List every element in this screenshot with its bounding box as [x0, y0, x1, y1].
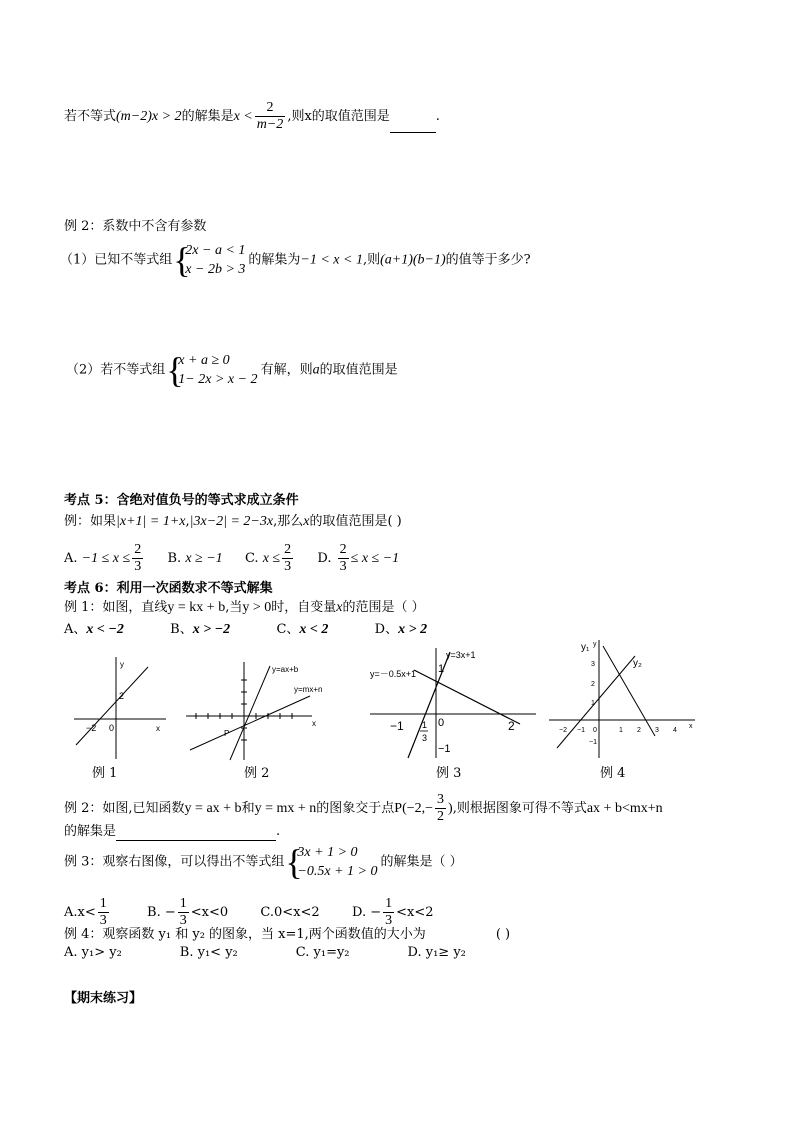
option-b: B. x ≥ −1	[167, 551, 223, 566]
kp6-title: 考点 6：利用一次函数求不等式解集	[64, 581, 273, 596]
svg-text:2: 2	[637, 727, 641, 734]
option-c: C.0<x<2	[260, 905, 320, 920]
answer-blank	[390, 118, 436, 133]
kp6-ex1-options: A、x < −2 B、x > −2 C、x < 2 D、x > 2	[64, 622, 428, 637]
kp6-ex4: 例 4：观察函数 y₁ 和 y₂ 的图象，当 x=1,两个函数值的大小为 ( )	[64, 927, 511, 942]
svg-text:x: x	[156, 724, 160, 733]
svg-text:2: 2	[591, 681, 595, 688]
svg-text:x: x	[312, 719, 316, 728]
svg-text:y=－0.5x+1: y=－0.5x+1	[370, 669, 417, 679]
svg-text:1: 1	[422, 720, 428, 730]
kp6-ex1: 例 1：如图，直线y = kx + b,当y > 0时，自变量x的范围是（ ）	[64, 600, 425, 615]
svg-text:−1: −1	[589, 739, 597, 746]
final-practice-heading: 【期末练习】	[64, 991, 143, 1006]
option-b: B. − $\frac{1}{3}$ <x<0	[147, 896, 229, 928]
option-a: A. −1 ≤ x ≤ $\frac{2}{3}$	[64, 542, 142, 574]
figure-3	[368, 646, 538, 760]
option-c: C. x ≤ $\frac{2}{3}$	[244, 542, 292, 574]
figure-2	[182, 660, 322, 762]
figure-1-caption: 例 1	[92, 766, 118, 781]
svg-text:3: 3	[422, 733, 428, 743]
figure-1	[70, 655, 170, 761]
svg-text:y₂: y₂	[633, 658, 642, 669]
kp6-ex3-options	[64, 896, 434, 929]
svg-text:0: 0	[593, 727, 597, 734]
svg-text:0: 0	[109, 723, 115, 733]
svg-text:y: y	[120, 660, 124, 669]
kp6-ex2-answer: 的解集是 .	[64, 824, 281, 839]
kp6-ex3: 例 3：观察右图像，可以得出不等式组 { 3x + 1 > 0 −0.5x + 1 > 0 的解集是（ ）	[64, 842, 463, 882]
svg-text:−1: −1	[390, 719, 404, 733]
svg-text:1: 1	[438, 663, 445, 675]
figure-3-caption: 例 3	[436, 766, 462, 781]
kp6-ex4-options: A. y₁> y₂ B. y₁< y₂ C. y₁=y₂ D. y₁≥ y₂	[64, 945, 466, 960]
figure-4-caption: 例 4	[600, 766, 626, 781]
svg-text:0: 0	[438, 717, 445, 729]
svg-text:−1: −1	[577, 727, 585, 734]
svg-text:−2: −2	[86, 723, 97, 733]
kp5-options	[64, 542, 399, 575]
kp5-title: 考点 5：含绝对值负号的等式求成立条件	[64, 493, 299, 508]
svg-text:4: 4	[673, 727, 677, 734]
svg-text:1: 1	[619, 727, 623, 734]
svg-text:P: P	[224, 729, 230, 738]
svg-text:x: x	[689, 723, 693, 730]
fraction: $\frac{2}{m-2}$	[256, 100, 284, 132]
svg-text:2: 2	[119, 691, 125, 701]
svg-text:y=mx+n: y=mx+n	[294, 685, 322, 694]
ex2-title: 例 2：系数中不含有参数	[64, 219, 207, 234]
inequality-system: { 2x − a < 1 x − 2b > 3	[173, 240, 246, 280]
kp6-ex2: 例 2：如图,已知函数y = ax + b和y = mx + n的图象交于点P(−2,− $\frac{3}{2}$ ),则根据图象可得不等式ax + b<mx+n	[64, 792, 663, 824]
svg-text:y=ax+b: y=ax+b	[272, 665, 299, 674]
figure-2-caption: 例 2	[244, 766, 270, 781]
svg-text:3: 3	[655, 727, 659, 734]
svg-text:y: y	[593, 641, 597, 648]
option-a: A.x< $\frac{1}{3}$	[64, 896, 107, 928]
ex2-part2: （2）若不等式组 { x + a ≥ 0 1− 2x > x − 2 有解，则a的取值范围是	[66, 350, 398, 390]
svg-text:y₁: y₁	[581, 642, 590, 653]
figure-4	[545, 636, 700, 760]
svg-text:1: 1	[591, 700, 595, 707]
svg-text:2: 2	[508, 719, 515, 733]
answer-blank	[116, 826, 276, 841]
inequality-system: { 3x + 1 > 0 −0.5x + 1 > 0	[285, 842, 378, 882]
inequality-system: { x + a ≥ 0 1− 2x > x − 2	[166, 350, 258, 390]
kp5-question: 例：如果|x+1| = 1+x,|3x−2| = 2−3x,那么x的取值范围是( )	[64, 514, 402, 529]
svg-text:−2: −2	[559, 727, 567, 734]
intro-question: 若不等式(m−2)x > 2的解集是x < $\frac{2}{m-2}$ ,则x的取值范围是 .	[64, 100, 440, 132]
svg-text:y=3x+1: y=3x+1	[446, 650, 476, 660]
svg-text:3: 3	[591, 661, 595, 668]
option-d: D. $\frac{2}{3}$ ≤ x ≤ −1	[317, 542, 400, 574]
ex2-part1: （1）已知不等式组 { 2x − a < 1 x − 2b > 3 的解集为−1 < x < 1,则(a+1)(b−1)的值等于多少?	[60, 240, 531, 280]
svg-text:−1: −1	[438, 743, 451, 755]
option-d: D. − $\frac{1}{3}$ <x<2	[351, 896, 434, 928]
